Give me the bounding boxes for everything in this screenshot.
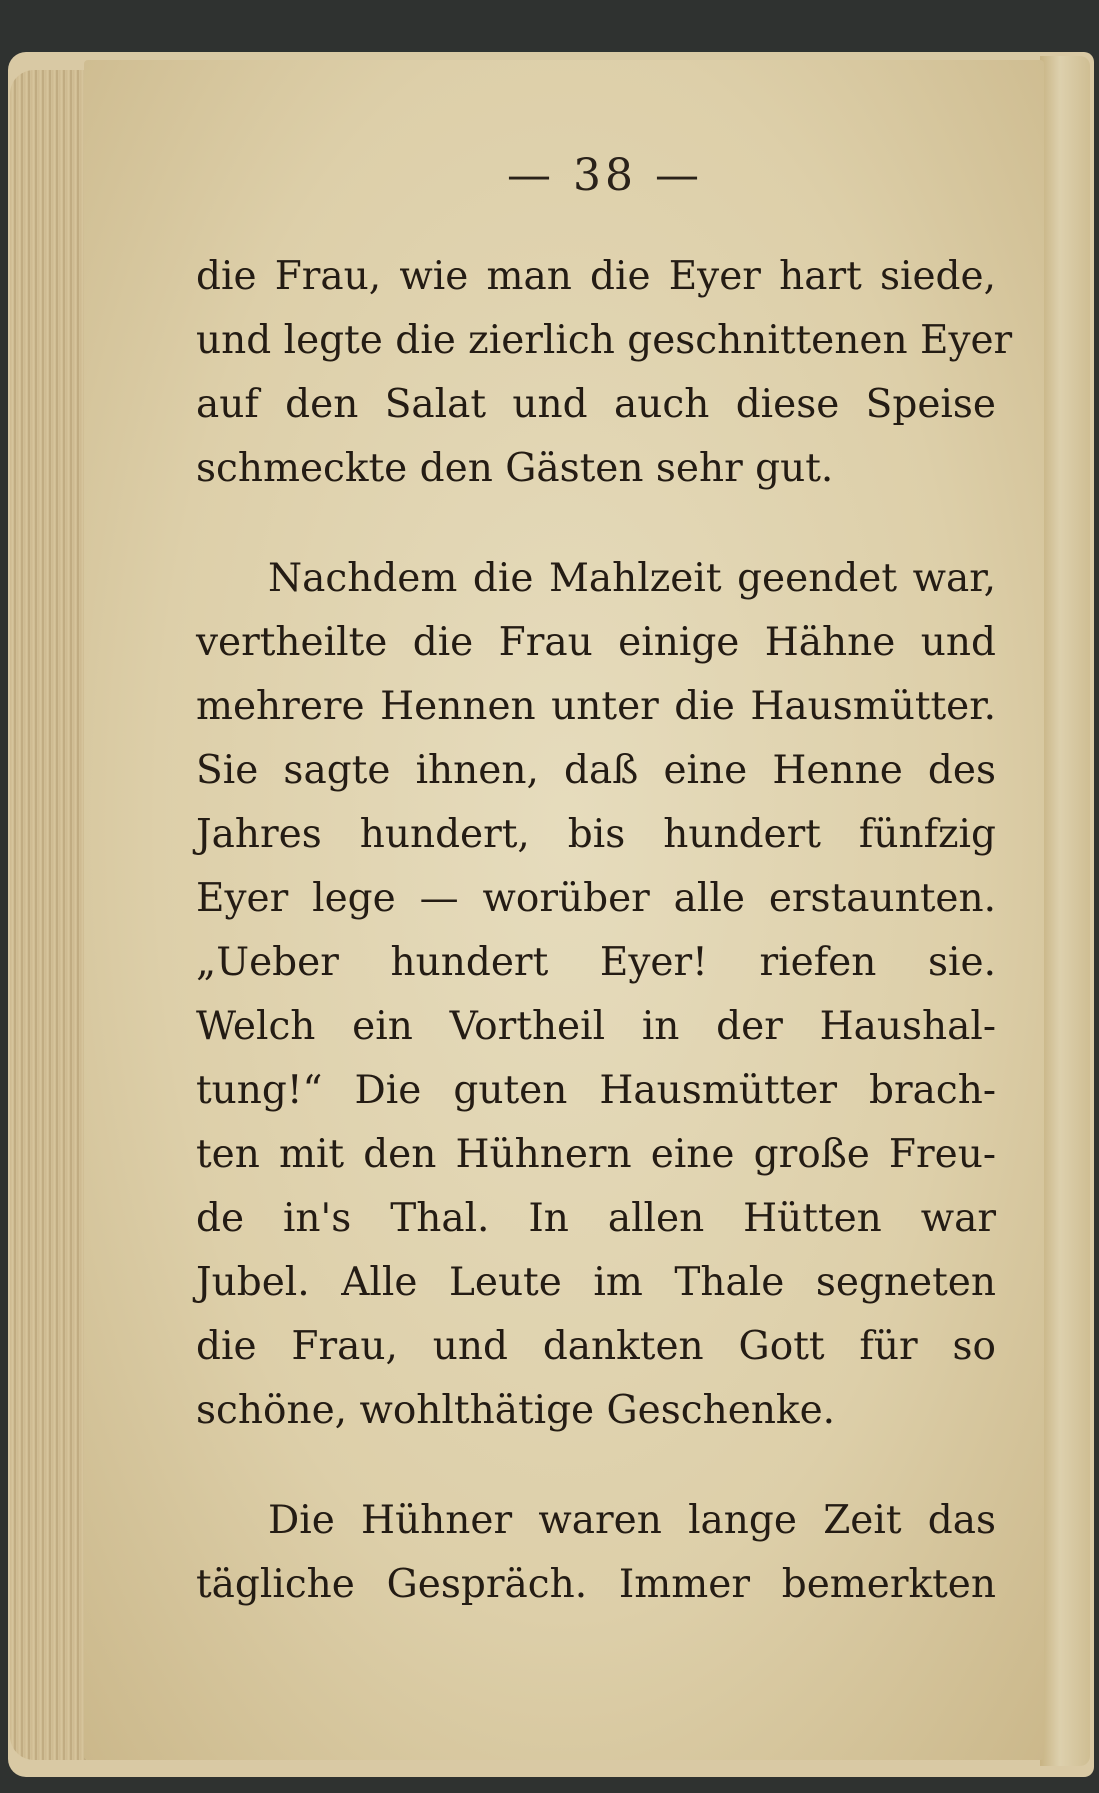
text-line: die Frau, wie man die Eyer hart siede, (196, 254, 996, 299)
text-line: tung!“ Die guten Hausmütter brach- (196, 1068, 996, 1113)
text-line: schmeckte den Gästen sehr gut. (196, 446, 834, 491)
text-line: Nachdem die Mahlzeit geendet war, (268, 556, 996, 601)
text-line: schöne, wohlthätige Geschenke. (196, 1388, 836, 1433)
text-line: Eyer lege — worüber alle erstaunten. (196, 876, 996, 921)
page-right-edge (1040, 56, 1090, 1766)
text-line: Jubel. Alle Leute im Thale segneten (196, 1260, 996, 1305)
text-line: Sie sagte ihnen, daß eine Henne des (196, 748, 996, 793)
text-line: und legte die zierlich geschnittenen Eyer (196, 318, 1013, 363)
text-line: „Ueber hundert Eyer! riefen sie. (196, 940, 996, 985)
text-line: Welch ein Vortheil in der Haushal- (196, 1004, 996, 1049)
text-line: de in's Thal. In allen Hütten war (196, 1196, 996, 1241)
text-line: die Frau, und dankten Gott für so (196, 1324, 996, 1369)
page-number: — 38 — (507, 150, 703, 201)
paragraph-2 (196, 547, 996, 1443)
paragraph-1 (196, 245, 1013, 501)
text-line: mehrere Hennen unter die Hausmütter. (196, 684, 996, 729)
text-line: Die Hühner waren lange Zeit das (268, 1498, 996, 1543)
paragraph-3 (196, 1489, 996, 1617)
text-line: auf den Salat und auch diese Speise (196, 382, 996, 427)
text-line: Jahres hundert, bis hundert fünfzig (196, 812, 996, 857)
text-line: vertheilte die Frau einige Hähne und (196, 620, 996, 665)
text-line: ten mit den Hühnern eine große Freu- (196, 1132, 996, 1177)
page-text (196, 245, 1013, 1617)
text-line: tägliche Gespräch. Immer bemerkten (196, 1562, 996, 1607)
page-stack-edge (10, 70, 90, 1760)
